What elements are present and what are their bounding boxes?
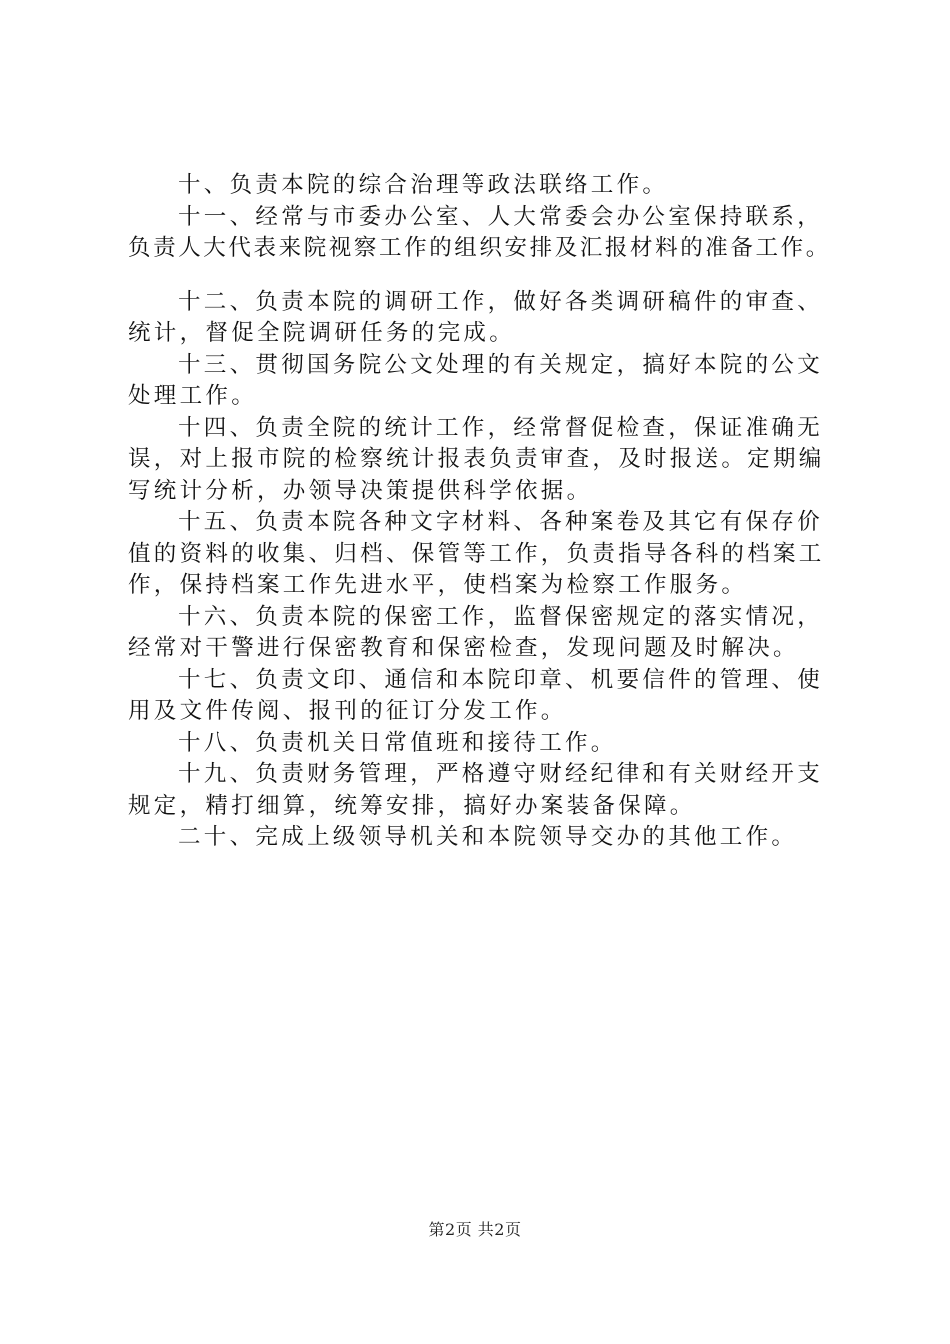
paragraph-line: 作，保持档案工作先进水平，使档案为检察工作服务。: [128, 572, 748, 598]
paragraph-line: 写统计分析，办领导决策提供科学依据。: [128, 477, 593, 504]
page-number-footer: 第2页 共2页: [428, 1220, 522, 1239]
paragraph-line: 负责人大代表来院视察工作的组织安排及汇报材料的准备工作。: [128, 235, 831, 261]
paragraph-line: 值的资料的收集、归档、保管等工作，负责指导各科的档案工: [128, 540, 825, 567]
paragraph-line: 经常对干警进行保密教育和保密检查，发现问题及时解决。: [128, 635, 799, 661]
paragraph-line: 十六、负责本院的保密工作，监督保密规定的落实情况，: [178, 603, 824, 630]
paragraph-line: 十、负责本院的综合治理等政法联络工作。: [178, 172, 669, 198]
paragraph-line: 十二、负责本院的调研工作，做好各类调研稿件的审查、: [178, 288, 824, 315]
paragraph-line: 误，对上报市院的检察统计报表负责审查，及时报送。定期编: [128, 446, 825, 472]
paragraph-10: [128, 170, 848, 202]
paragraph-line: 十八、负责机关日常值班和接待工作。: [178, 729, 617, 756]
paragraph-line: 统计，督促全院调研任务的完成。: [128, 320, 516, 346]
paragraph-20: [128, 822, 848, 854]
paragraph-11: [128, 202, 848, 265]
paragraph-line: 用及文件传阅、报刊的征订分发工作。: [128, 698, 567, 724]
paragraph-line: 十四、负责全院的统计工作，经常督促检查，保证准确无: [178, 414, 824, 441]
paragraph-15: [128, 507, 848, 602]
paragraph-19: [128, 759, 848, 822]
paragraph-line: 十九、负责财务管理，严格遵守财经纪律和有关财经开支: [178, 761, 824, 787]
paragraph-16: [128, 602, 848, 665]
paragraph-line: 处理工作。: [128, 383, 258, 409]
paragraph-line: 十三、贯彻国务院公文处理的有关规定，搞好本院的公文: [178, 351, 824, 378]
paragraph-13: [128, 350, 848, 413]
paragraph-line: 十一、经常与市委办公室、人大常委会办公室保持联系，: [178, 203, 824, 230]
paragraph-line: 二十、完成上级领导机关和本院领导交办的其他工作。: [178, 824, 798, 850]
paragraph-12: [128, 287, 848, 350]
paragraph-18: [128, 728, 848, 760]
paragraph-line: 十七、负责文印、通信和本院印章、机要信件的管理、使: [178, 666, 824, 693]
paragraph-line: 十五、负责本院各种文字材料、各种案卷及其它有保存价: [178, 509, 824, 535]
paragraph-17: [128, 665, 848, 728]
paragraph-14: [128, 413, 848, 508]
paragraph-line: 规定，精打细算，统筹安排，搞好办案装备保障。: [128, 792, 696, 819]
document-body: [128, 170, 848, 854]
